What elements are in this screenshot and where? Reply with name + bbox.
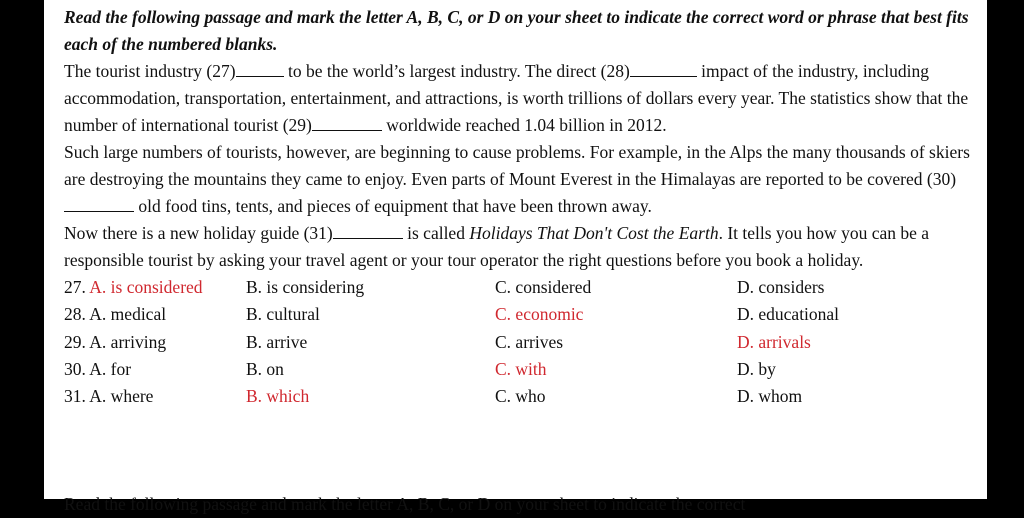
- worksheet-content: [64, 4, 974, 410]
- blank-27: [236, 60, 284, 77]
- question-28-option-a: [64, 301, 166, 328]
- passage-text: to be the world’s largest industry. The direct (28): [283, 61, 630, 81]
- guide-title: Holidays That Don't Cost the Earth: [469, 223, 719, 243]
- blank-30: [64, 195, 134, 212]
- passage-paragraph-1: [64, 58, 974, 139]
- question-row-29: [64, 329, 974, 356]
- question-row-31: [64, 383, 974, 410]
- blank-29: [312, 114, 382, 131]
- option-text: A. for: [89, 358, 132, 379]
- passage-text: Now there is a new holiday guide (31): [64, 223, 333, 243]
- blank-31: [333, 222, 403, 239]
- question-row-30: [64, 356, 974, 383]
- question-28-option-d: D. educational: [737, 304, 840, 325]
- question-31-option-b: B. which: [246, 386, 310, 407]
- question-27-option-d: D. considers: [737, 277, 825, 297]
- blank-28: [630, 60, 697, 77]
- question-row-27: [64, 274, 974, 301]
- passage-text: Such large numbers of tourists, however, are beginning to cause problems. For example, in the Alps the many thousands of skiers are destroying the mountains they came to enjoy. Even parts of Mount Everest in the Himalayas are reported to be covered (30): [64, 142, 970, 189]
- question-number: 31.: [64, 386, 86, 407]
- question-30-option-d: D. by: [737, 358, 776, 379]
- question-28-option-c: C. economic: [495, 304, 584, 325]
- question-30-option-b: B. on: [246, 358, 284, 379]
- passage-paragraph-3: [64, 220, 974, 274]
- question-30-option-c: C. with: [495, 358, 547, 379]
- question-29-option-d: D. arrivals: [737, 331, 811, 352]
- passage-text: is called: [402, 223, 470, 243]
- question-row-28: [64, 301, 974, 328]
- question-number: 30.: [64, 358, 86, 379]
- question-27-option-a: [64, 274, 203, 301]
- question-30-option-a: [64, 356, 131, 383]
- answer-options: [64, 274, 974, 410]
- question-31-option-d: D. whom: [737, 386, 803, 407]
- question-29-option-b: B. arrive: [246, 331, 308, 352]
- question-29-option-c: C. arrives: [495, 331, 564, 352]
- instruction-heading: Read the following passage and mark the letter A, B, C, or D on your sheet to indicate the correct word or phrase that best fits each of the numbered blanks.: [64, 7, 969, 54]
- option-text: A. medical: [89, 304, 167, 325]
- passage-text: impact of the industry, including accommodation, transportation, entertainment, and attractions, is worth trillions of dollars every year. The statistics show that the number of international tourist (29): [64, 61, 969, 135]
- question-27-option-c: C. considered: [495, 277, 592, 297]
- question-31-option-c: C. who: [495, 386, 546, 407]
- passage-text: old food tins, tents, and pieces of equipment that have been thrown away.: [134, 196, 652, 216]
- question-28-option-b: B. cultural: [246, 304, 320, 325]
- question-number: 29.: [64, 331, 86, 352]
- next-instruction-cutoff: Read the following passage and mark the letter A, B, C, or D on your sheet to indicate the correct: [64, 494, 746, 514]
- option-text: A. is considered: [89, 277, 203, 297]
- question-number: 27.: [64, 277, 86, 297]
- question-29-option-a: [64, 329, 166, 356]
- question-27-option-b: B. is considering: [246, 277, 365, 297]
- passage-paragraph-2: [64, 139, 974, 220]
- passage-text: worldwide reached 1.04 billion in 2012.: [381, 115, 667, 135]
- question-31-option-a: [64, 383, 153, 410]
- worksheet-page: [44, 0, 987, 514]
- option-text: A. arriving: [89, 331, 167, 352]
- option-text: A. where: [89, 386, 154, 407]
- passage-text: The tourist industry (27): [64, 61, 236, 81]
- question-number: 28.: [64, 304, 86, 325]
- passage-text: . It tells you how you can be a responsible tourist by asking your travel agent or your tour operator the right questions before you book a holiday.: [64, 223, 930, 270]
